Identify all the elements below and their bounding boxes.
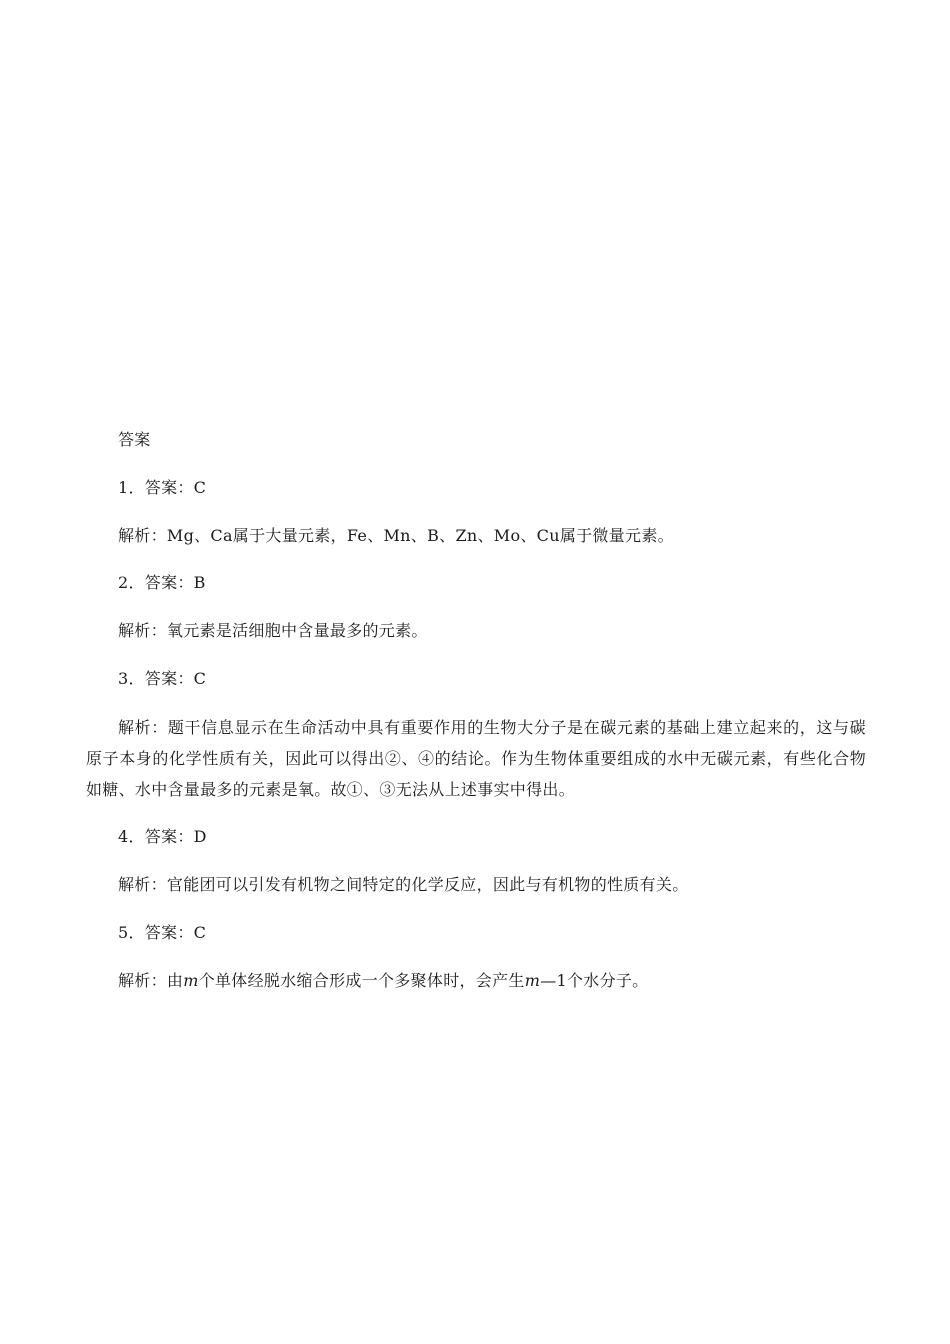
- answer-4: 4．答案：D: [118, 827, 207, 846]
- explanation-2: 解析：氧元素是活细胞中含量最多的元素。: [118, 621, 428, 640]
- answer-5: 5．答案：C: [118, 923, 207, 942]
- answer-2: 2．答案：B: [118, 573, 206, 592]
- section-heading: 答案: [118, 430, 151, 449]
- explanation-5-suffix: —1个水分子。: [540, 971, 649, 990]
- explanation-5-middle: 个单体经脱水缩合形成一个多聚体时，会产生: [198, 971, 525, 990]
- explanation-5-prefix: 解析：由: [118, 971, 184, 990]
- explanation-5: [118, 970, 648, 992]
- explanation-3: 解析：题干信息显示在生命活动中具有重要作用的生物大分子是在碳元素的基础上建立起来的，这与碳原子本身的化学性质有关，因此可以得出②、④的结论。作为生物体重要组成的水中无碳元素，有些化合物如糖、水中含量最多的元素是氧。故①、③无法从上述事实中得出。: [86, 718, 866, 799]
- answer-1: 1．答案：C: [118, 478, 207, 497]
- explanation-4: 解析：官能团可以引发有机物之间特定的化学反应，因此与有机物的性质有关。: [118, 875, 689, 894]
- explanation-5-var-m-2: m: [524, 971, 541, 990]
- explanation-5-var-m: m: [183, 971, 199, 990]
- answer-3: 3．答案：C: [118, 669, 207, 688]
- explanation-1: 解析：Mg、Ca属于大量元素，Fe、Mn、B、Zn、Mo、Cu属于微量元素。: [118, 526, 674, 545]
